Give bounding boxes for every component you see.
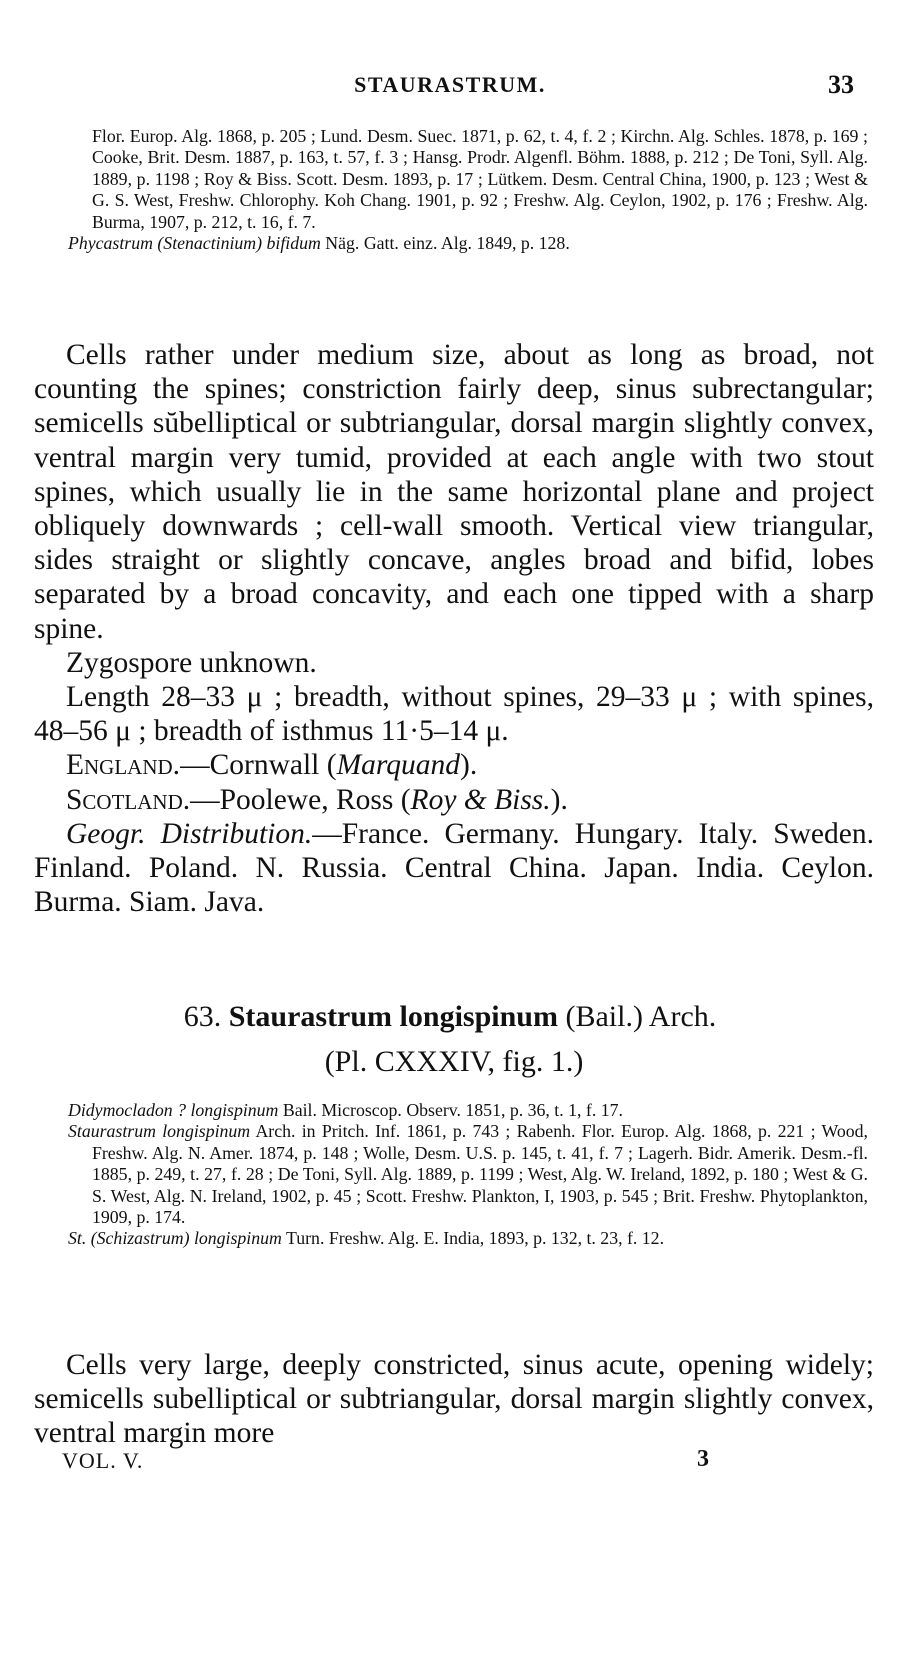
- species-name: Staurastrum longispinum: [228, 1000, 558, 1033]
- distribution-text: —France. Germany. Hungary. Italy. Sweden. Finland. Poland. N. Russia. Central China. Japan. India. Ceylon. Burma. Siam. Java.: [34, 817, 874, 919]
- reference-taxon-name: St. (Schizastrum) longispinum: [68, 1228, 282, 1249]
- references-bottom: [68, 1100, 868, 1250]
- reference-citation: Näg. Gatt. einz. Alg. 1849, p. 128.: [320, 233, 570, 254]
- references-top: [68, 126, 868, 254]
- footer-signature: 3: [697, 1446, 709, 1472]
- zygospore-note: Zygospore unknown.: [66, 646, 317, 679]
- reference-citation: Arch. in Pritch. Inf. 1861, p. 743 ; Rabenh. Flor. Europ. Alg. 1868, p. 221 ; Wood, Freshw. Alg. N. Amer. 1874, p. 148 ; Wolle, Desm. U.S. p. 145, t. 41, f. 7 ; Lagerh. Bidr. Amerik. Desm.-fl. 1885, p. 249, t. 27, f. 28 ; De Toni, Syll. Alg. 1889, p. 1199 ; West, Alg. W. Ireland, 1892, p. 180 ; West & G. S. West, Alg. N. Ireland, 1902, p. 45 ; Scott. Freshw. Plankton, I, 1903, p. 545 ; Brit. Freshw. Phytoplankton, 1909, p. 174.: [92, 1121, 868, 1228]
- reference-continuation: Flor. Europ. Alg. 1868, p. 205 ; Lund. Desm. Suec. 1871, p. 62, t. 4, f. 2 ; Kirchn. Alg. Schles. 1878, p. 169 ; Cooke, Brit. Desm. 1887, p. 163, t. 57, f. 3 ; Hansg. Prodr. Algenfl. Böhm. 1888, p. 212 ; De Toni, Syll. Alg. 1889, p. 1198 ; Roy & Biss. Scott. Desm. 1893, p. 17 ; Lütkem. Desm. Central China, 1900, p. 123 ; West & G. S. West, Freshw. Chlorophy. Koh Chang. 1901, p. 92 ; Freshw. Alg. Ceylon, 1902, p. 176 ; Freshw. Alg. Burma, 1907, p. 212, t. 16, f. 7.: [92, 126, 868, 232]
- england-close: ).: [460, 749, 478, 782]
- scotland-close: ).: [550, 783, 568, 816]
- scotland-locality: —Poolewe, Ross (: [190, 783, 411, 816]
- reference-citation: Turn. Freshw. Alg. E. India, 1893, p. 132, t. 23, f. 12.: [281, 1228, 665, 1249]
- description-block-1: [34, 338, 874, 919]
- england-collector: Marquand: [336, 749, 461, 782]
- reference-taxon-name: Staurastrum longispinum: [68, 1121, 251, 1142]
- running-header-title: STAURASTRUM.: [354, 72, 546, 97]
- reference-taxon-name: Phycastrum (Stenactinium) bifidum: [68, 233, 321, 254]
- scotland-record: [34, 783, 874, 817]
- scotland-label: Scotland.: [66, 783, 191, 816]
- description-block-2: [34, 1348, 874, 1451]
- reference-didymocladon: [68, 1100, 868, 1121]
- footer-volume: VOL. V.: [62, 1448, 144, 1473]
- reference-phycastrum: [68, 233, 868, 254]
- page-number: 33: [828, 70, 854, 99]
- measurements: Length 28–33 μ ; breadth, without spines, 29–33 μ ; with spines, 48–56 μ ; breadth of isthmus 11·5–14 μ.: [34, 681, 874, 748]
- england-record: [34, 748, 874, 782]
- reference-schizastrum: [68, 1228, 868, 1249]
- distribution-record: [34, 817, 874, 920]
- england-locality: —Cornwall (: [180, 749, 337, 782]
- scotland-collector: Roy & Biss.: [410, 783, 551, 816]
- species-number: 63.: [183, 1000, 222, 1033]
- reference-taxon-name: Didymocladon ? longispinum: [68, 1100, 279, 1120]
- england-label: England.: [66, 749, 181, 782]
- distribution-label: Geogr. Distribution.: [66, 817, 313, 850]
- species-authority: (Bail.) Arch.: [565, 1000, 717, 1033]
- species-heading: [0, 1000, 900, 1034]
- reference-citation: Bail. Microscop. Observ. 1851, p. 36, t. 1, f. 17.: [278, 1100, 623, 1120]
- description-paragraph: Cells very large, deeply constricted, sinus acute, opening widely; semicells subelliptical or subtriangular, dorsal margin slightly convex, ventral margin more: [34, 1349, 874, 1450]
- plate-reference: (Pl. CXXXIV, fig. 1.): [324, 1045, 584, 1078]
- description-paragraph: Cells rather under medium size, about as long as broad, not counting the spines; constriction fairly deep, sinus subrectangular; semicells sŭbelliptical or subtriangular, dorsal margin slightly convex, ventral margin very tumid, provided at each angle with two stout spines, which usually lie in the same horizontal plane and project obliquely downwards ; cell-wall smooth. Vertical view triangular, sides straight or slightly concave, angles broad and bifid, lobes separated by a broad concavity, and each one tipped with a sharp spine.: [34, 339, 874, 645]
- reference-staurastrum: [68, 1121, 868, 1228]
